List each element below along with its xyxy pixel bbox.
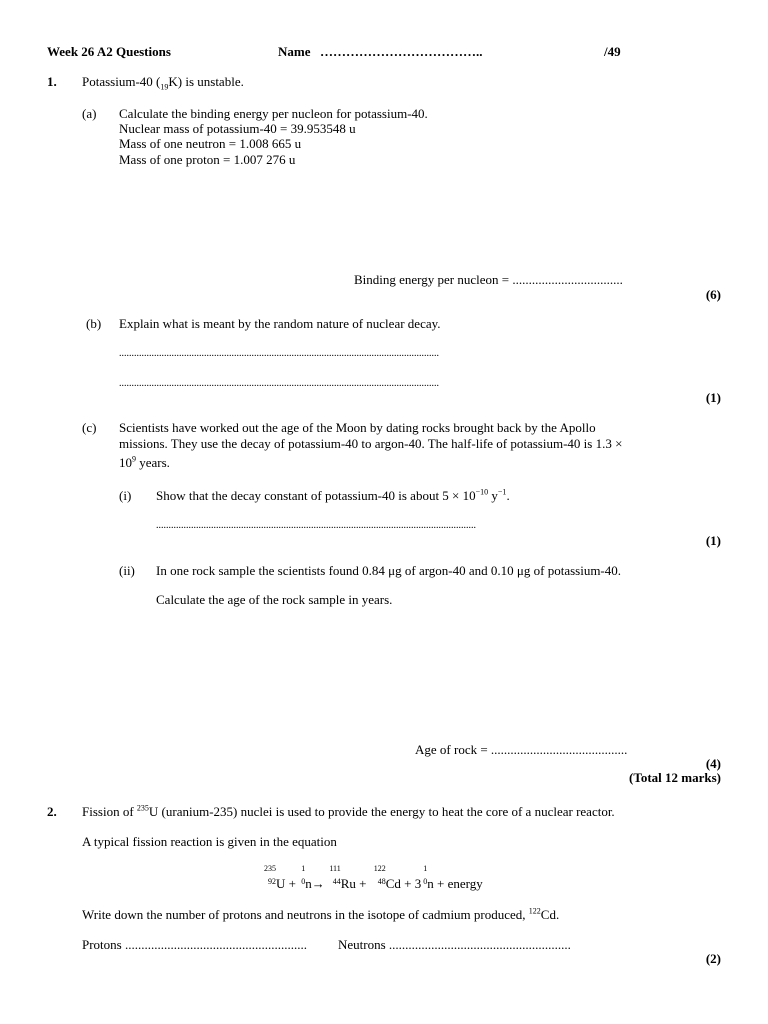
n2-atomic-number: 0: [423, 877, 428, 886]
ru111-nuclide: [325, 864, 341, 888]
q2-marks: (2): [705, 951, 721, 966]
q2-line1-sup: 235: [136, 803, 149, 813]
q1c-line3: [119, 455, 170, 470]
cd-symbol: Cd: [385, 876, 401, 891]
q1b-marks: (1): [705, 390, 721, 405]
q1ci-label: (i): [119, 488, 132, 503]
u-symbol: U: [276, 876, 286, 891]
q1c-line: missions. They use the decay of potassium-40 to argon-40. The half-life of potassium-40 is 1.3 ×: [119, 436, 623, 451]
q2-line1-post: U (uranium-235) nuclei is used to provide the energy to heat the core of a nuclear reactor.: [148, 804, 615, 819]
q1-intro: [82, 74, 244, 92]
q1-intro-post: K) is unstable.: [168, 74, 244, 89]
q2-line3-sup: 122: [528, 906, 541, 916]
q1a-line: Calculate the binding energy per nucleon for potassium-40.: [119, 106, 428, 121]
q1c-line3-sup: 9: [132, 454, 136, 464]
neutron-nuclide: [299, 864, 306, 888]
fission-equation: [260, 864, 483, 891]
u-atomic-number: 92: [268, 877, 276, 886]
q1-total-marks: (Total 12 marks): [629, 770, 721, 785]
q1cii-text2: Calculate the age of the rock sample in years.: [156, 592, 393, 607]
neutron-nuclide: [421, 864, 428, 888]
q1ci-text-pre: Show that the decay constant of potassium-40 is about 5 × 10: [156, 488, 476, 503]
q1a-line: Mass of one proton = 1.007 276 u: [119, 152, 296, 167]
q1b-answer-line-2[interactable]: ................................................................................................................................: [119, 378, 439, 389]
q2-line3: [82, 907, 559, 922]
q1ci-mid: y: [488, 488, 498, 503]
q1c-line3-base: 10: [119, 455, 132, 470]
q1ci-end: .: [506, 488, 510, 503]
cd122-nuclide: [370, 864, 386, 888]
neutron-coefficient: + 3: [400, 876, 422, 891]
q2-line3-post: Cd.: [540, 907, 560, 922]
reaction-arrow: →: [311, 876, 325, 891]
q1-number: 1.: [47, 74, 57, 89]
n-mass-number: 1: [301, 864, 306, 873]
u235-nuclide: [260, 864, 276, 888]
q1ci-marks: (1): [705, 533, 721, 548]
q2-line1-pre: Fission of: [82, 804, 137, 819]
q1-intro-sub: 19: [160, 82, 169, 92]
ru-atomic-number: 44: [332, 877, 341, 886]
name-label: Name: [278, 44, 311, 59]
ru-mass-number: 111: [329, 864, 341, 873]
n-symbol: n: [305, 876, 312, 891]
q1ci-sup1: −10: [475, 487, 489, 497]
q1a-label: (a): [82, 106, 97, 121]
q1ci-answer-line[interactable]: ................................................................................................................................: [156, 520, 476, 531]
n-atomic-number: 0: [301, 877, 306, 886]
name-field[interactable]: ………………………………..: [320, 44, 483, 59]
u-mass-number: 235: [264, 864, 276, 873]
q1ci-text: [156, 488, 510, 503]
q1b-text: Explain what is meant by the random nature of nuclear decay.: [119, 316, 441, 331]
cd-mass-number: 122: [373, 864, 386, 873]
worksheet-title: Week 26 A2 Questions: [47, 44, 171, 59]
q2-line2: A typical fission reaction is given in the equation: [82, 834, 337, 849]
q2-line3-pre: Write down the number of protons and neutrons in the isotope of cadmium produced,: [82, 907, 529, 922]
neutrons-answer-line[interactable]: Neutrons ........................................................: [338, 937, 571, 952]
q1a-answer-line[interactable]: Binding energy per nucleon = ..................................: [354, 272, 623, 287]
energy-term: + energy: [433, 876, 483, 891]
protons-answer-line[interactable]: Protons ........................................................: [82, 937, 307, 952]
q1cii-text: In one rock sample the scientists found 0.84 μg of argon-40 and 0.10 μg of potassium-40.: [156, 563, 622, 578]
q2-line1: [82, 804, 615, 819]
q1b-answer-line-1[interactable]: ................................................................................................................................: [119, 348, 439, 359]
cd-atomic-number: 48: [377, 877, 386, 886]
q1-intro-pre: Potassium-40 (: [82, 74, 161, 89]
n2-symbol: n: [427, 876, 434, 891]
plus-sign: +: [285, 876, 300, 891]
plus-sign: +: [355, 876, 370, 891]
q1a-line: Nuclear mass of potassium-40 = 39.953548 u: [119, 121, 356, 136]
q1a-line: Mass of one neutron = 1.008 665 u: [119, 136, 302, 151]
q1a-marks: (6): [705, 287, 721, 302]
q1c-line3-post: years.: [136, 455, 170, 470]
q1cii-label: (ii): [119, 563, 135, 578]
total-marks: /49: [604, 44, 621, 59]
q1cii-answer-line[interactable]: Age of rock = ..........................................: [415, 742, 628, 757]
ru-symbol: Ru: [340, 876, 356, 891]
q1c-line: Scientists have worked out the age of the Moon by dating rocks brought back by the Apollo: [119, 420, 596, 435]
q1c-label: (c): [82, 420, 97, 435]
q2-number: 2.: [47, 804, 57, 819]
q1ci-sup2: −1: [497, 487, 507, 497]
q1b-label: (b): [86, 316, 102, 331]
n2-mass-number: 1: [423, 864, 428, 873]
q1cii-marks: (4): [705, 756, 721, 771]
